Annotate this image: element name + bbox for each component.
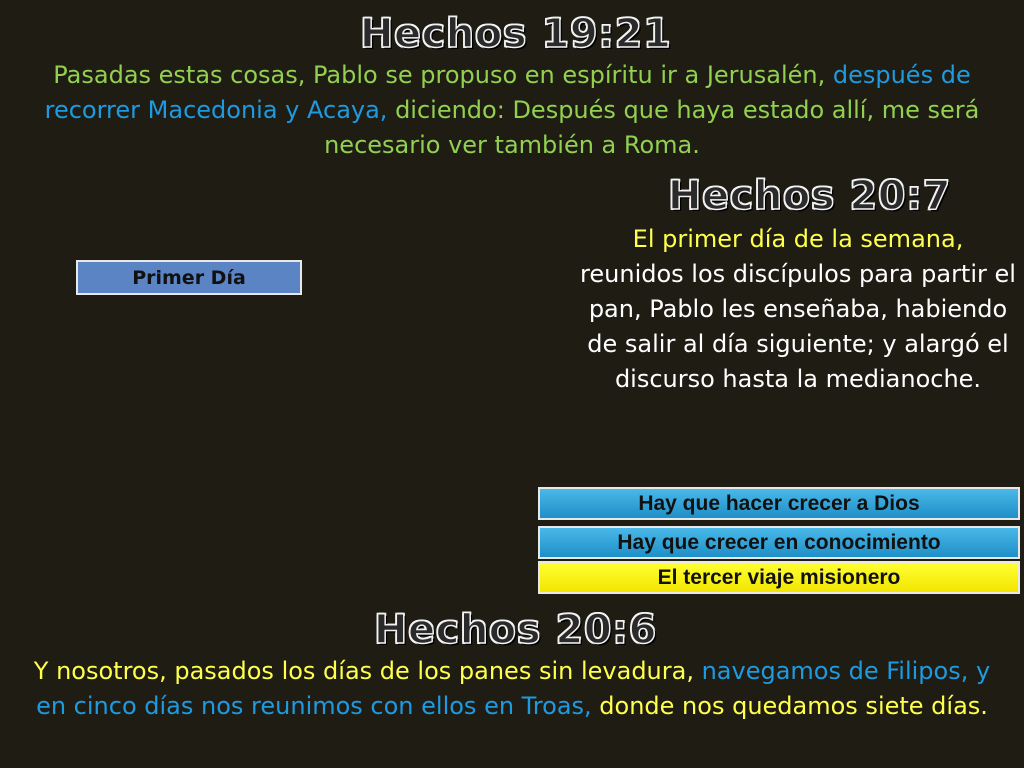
verse-20-6-part-3: donde nos quedamos siete días. [591, 692, 988, 720]
verse-20-6-part-1: Y nosotros, pasados los días de los panes sin levadura, [33, 657, 702, 685]
verse-20-7-part-1: El primer día de la semana, [632, 225, 964, 253]
bar-crecer-a-dios: Hay que hacer crecer a Dios [538, 487, 1020, 520]
verse-19-21-part-2: después de recorrer Macedonia y Acaya, [44, 61, 971, 124]
heading-hechos-20-7: Hechos 20:7 [668, 173, 951, 219]
verse-20-6-part-2: navegamos de Filipos, y en cinco días nos reunimos con ellos en Troas, [36, 657, 991, 720]
verse-19-21-part-1: Pasadas estas cosas, Pablo se propuso en espíritu ir a Jerusalén, [53, 61, 833, 89]
bar-crecer-en-conocimiento: Hay que crecer en conocimiento [538, 526, 1020, 559]
verse-19-21-part-3: diciendo: Después que haya estado allí, me será necesario ver también a Roma. [324, 96, 980, 159]
verse-hechos-20-6 [18, 654, 1006, 724]
primer-dia-label: Primer Día [76, 260, 302, 295]
verse-hechos-20-7 [578, 222, 1018, 397]
bar-tercer-viaje-misionero: El tercer viaje misionero [538, 561, 1020, 594]
verse-20-7-part-2: reunidos los discípulos para partir el pan, Pablo les enseñaba, habiendo de salir al día siguiente; y alargó el discurso hasta la medianoche. [580, 260, 1016, 393]
verse-hechos-19-21 [8, 58, 1016, 163]
heading-hechos-19-21: Hechos 19:21 [360, 11, 672, 57]
heading-hechos-20-6: Hechos 20:6 [374, 607, 657, 653]
